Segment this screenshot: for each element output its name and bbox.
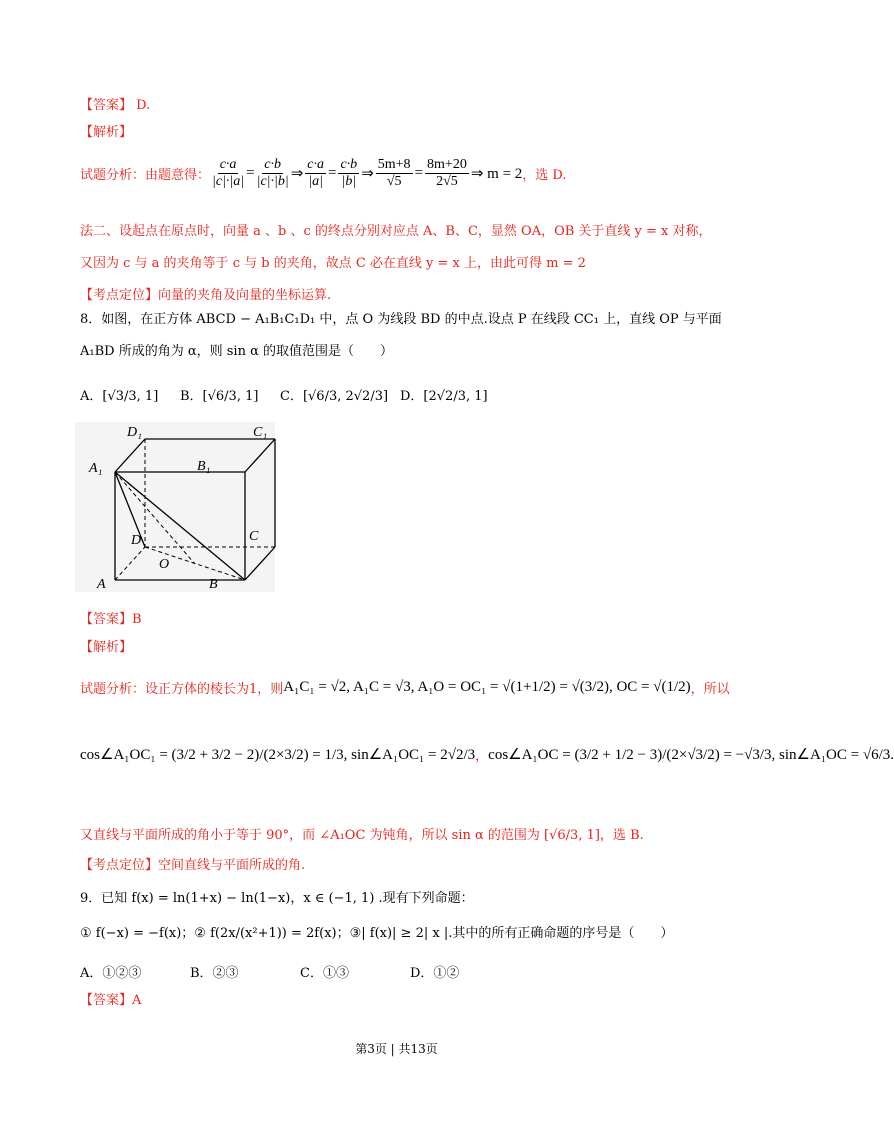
q7-analysis-formula: 试题分析：由题意得： $\frac{c\cdot a}{|c|\cdot|a|}$ = $\frac{c\cdot b}{|c|\cdot|b|}$ ⇒ $\frac{c\cdot a}{|a|}$ = $\frac{c\cdot b}{|b|}$ ⇒ $\frac{5m+8}{√5}$ = $\frac{8m+20}{2√5}$ ⇒ m = 2 ，选 D. — [80, 156, 567, 189]
label-b1: B₁ — [197, 459, 211, 474]
q9-answer: 【答案】A — [80, 993, 142, 1008]
frac-num: c·a — [307, 156, 324, 172]
frac-num: c·b — [340, 156, 358, 172]
label-o: O — [159, 557, 170, 572]
frac-den: |b| — [341, 173, 357, 189]
choose: ，选 D. — [522, 167, 567, 183]
frac-den: |a| — [308, 173, 323, 189]
prefix: 试题分析：设正方体的棱长为1，则 — [80, 682, 284, 697]
q8-stem-line2: A₁BD 所成的角为 α，则 sin α 的取值范围是（ ） — [80, 344, 393, 359]
label-c: C — [249, 529, 259, 544]
q7-kaodian: 【考点定位】向量的夹角及向量的坐标运算. — [80, 288, 332, 303]
option-d: D．①② — [410, 966, 460, 981]
frac-den: |c|·|a| — [212, 173, 245, 189]
option-b: B．②③ — [190, 966, 239, 981]
option-d: D．[2√2/3, 1] — [400, 389, 488, 404]
label-a1: A₁ — [89, 461, 103, 476]
q9-options — [80, 962, 459, 981]
frac-den: |c|·|b| — [256, 173, 289, 189]
label-c1: C₁ — [253, 425, 268, 440]
cube-figure — [75, 422, 275, 592]
analysis-prefix: 试题分析：由题意得： — [80, 167, 211, 183]
frac-den: √5 — [386, 173, 402, 189]
q7-method2-line2: 又因为 c 与 a 的夹角等于 c 与 b 的夹角，故点 C 必在直线 y = x 上，由此可得 m = 2 — [80, 256, 586, 271]
q8-kaodian: 【考点定位】空间直线与平面所成的角. — [80, 858, 306, 873]
q9-stem-line2: ① f(−x) = −f(x)；② f(2x/(x²+1)) = 2f(x)；③| f(x)| ≥ 2| x |.其中的所有正确命题的序号是（ ） — [80, 926, 674, 941]
frac-num: 5m+8 — [377, 156, 411, 172]
q8-cos-line: cos∠A₁OC₁ = (3/2 + 3/2 − 2)/(2×3/2) = 1/3, sin∠A₁OC₁ = 2√2/3 ， cos∠A₁OC = (3/2 + 1/2 − 3)/(2×√3/2) = −√3/3, sin∠A₁OC = √6/3. — [80, 747, 894, 764]
result: ⇒ m = 2 — [470, 165, 523, 182]
q8-options — [80, 385, 488, 404]
q8-analysis-line1 — [80, 678, 730, 697]
math: A₁C₁ = √2, A₁C = √3, A₁O = OC₁ = √(1+1/2) = √(3/2), OC = √(1/2) — [283, 679, 691, 695]
label-d: D — [131, 533, 142, 548]
option-b: B．[√6/3, 1] — [180, 389, 259, 404]
frac-num: c·a — [219, 156, 237, 172]
option-c: C．①③ — [300, 966, 349, 981]
page-footer: 第3页 | 共13页 — [355, 1042, 438, 1056]
q9-stem-line1: 9．已知 f(x) = ln(1+x) − ln(1−x)，x ∈ (−1, 1) .现有下列命题： — [80, 891, 474, 906]
frac-den: 2√5 — [436, 173, 458, 189]
option-a: A．①②③ — [80, 966, 142, 981]
label-b: B — [209, 577, 218, 592]
option-c: C．[√6/3, 2√2/3] — [280, 389, 389, 404]
q7-answer: 【答案】 D. — [80, 98, 151, 113]
q8-stem-line1: 8．如图，在正方体 ABCD − A₁B₁C₁D₁ 中，点 O 为线段 BD 的中点.设点 P 在线段 CC₁ 上，直线 OP 与平面 — [80, 312, 722, 327]
label-a: A — [97, 577, 106, 592]
frac-num: c·b — [264, 156, 281, 172]
q8-analysis-heading: 【解析】 — [80, 640, 133, 655]
cos-a1oc: cos∠A₁OC = (3/2 + 1/2 − 3)/(2×√3/2) = −√3/3, sin∠A₁OC = √6/3. — [488, 747, 894, 763]
frac-num: 8m+20 — [427, 156, 467, 172]
option-a: A．[√3/3, 1] — [80, 389, 159, 404]
q7-method2-line1: 法二、设起点在原点时，向量 a 、b 、c 的终点分别对应点 A、B、C，显然 OA，OB 关于直线 y = x 对称， — [80, 224, 712, 239]
q8-conclusion: 又直线与平面所成的角小于等于 90°，而 ∠A₁OC 为钝角，所以 sin α 的范围为 [√6/3, 1]，选 B. — [80, 828, 644, 843]
label-d1: D₁ — [127, 425, 142, 440]
suffix: ，所以 — [690, 682, 730, 697]
q7-analysis-heading: 【解析】 — [80, 125, 133, 140]
q8-answer: 【答案】B — [80, 612, 142, 627]
cos-a1oc1: cos∠A₁OC₁ = (3/2 + 3/2 − 2)/(2×3/2) = 1/3, sin∠A₁OC₁ = 2√2/3 — [80, 747, 476, 763]
